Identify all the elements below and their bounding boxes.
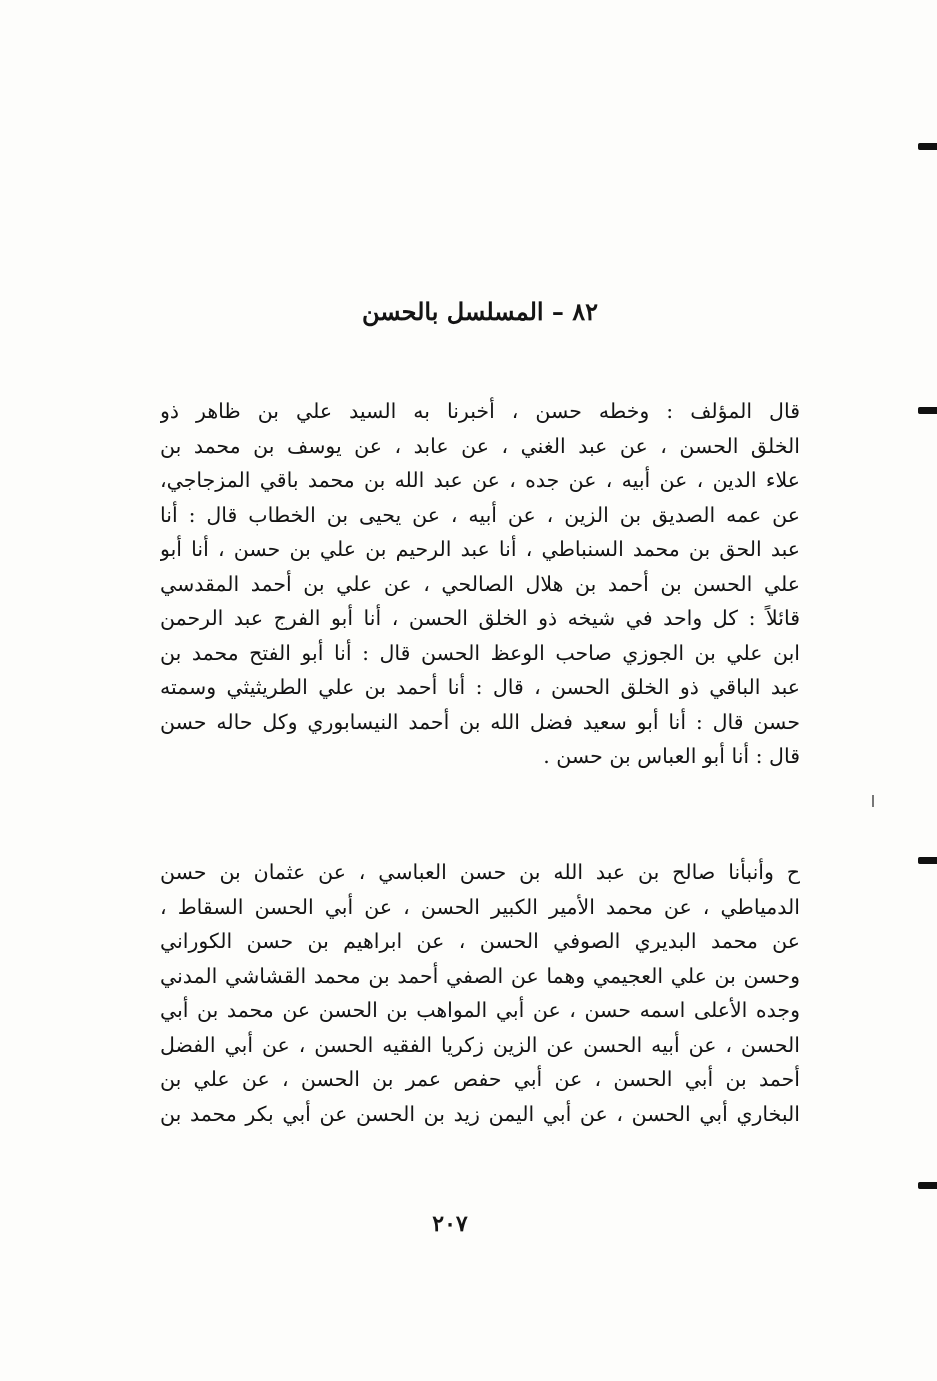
text-line: قال : أنا أبو العباس بن حسن . <box>543 744 800 768</box>
edge-mark <box>918 857 937 864</box>
text-line: علي الحسن بن أحمد بن هلال الصالحي ، عن علي بن أحمد المقدسي <box>160 571 800 596</box>
text-line: ابن علي بن الجوزي صاحب الوعظ الحسن قال : أنا أبو الفتح محمد بن <box>160 640 800 665</box>
text-line: ح وأنبأنا صالح بن عبد الله بن حسن العباسي ، عن عثمان بن حسن <box>160 860 800 884</box>
text-line: عبد الحق بن محمد السنباطي ، أنا عبد الرحيم بن علي بن حسن ، أنا أبو <box>160 537 800 561</box>
edge-mark <box>918 407 937 414</box>
text-line: وجده الأعلى اسمه حسن ، عن أبي المواهب بن الحسن عن محمد بن أبي <box>160 998 800 1022</box>
text-line: وحسن بن علي العجيمي وهما عن الصفي أحمد بن محمد القشاشي المدني <box>160 963 800 988</box>
page-number: ٢٠٧ <box>432 1211 468 1237</box>
text-line: الحسن ، عن أبيه الحسن عن الزين زكريا الفقيه الحسن ، عن أبي الفضل <box>160 1032 800 1057</box>
paragraph-2 <box>160 855 800 1131</box>
text-line: عن محمد البديري الصوفي الحسن ، عن ابراهيم بن حسن الكوراني <box>160 929 800 953</box>
text-line: قال المؤلف : وخطه حسن ، أخبرنا به السيد علي بن ظاهر ذو <box>160 399 800 423</box>
text-line: البخاري أبي الحسن ، عن أبي اليمن زيد بن الحسن عن أبي بكر محمد بن <box>160 1101 800 1126</box>
text-line: أحمد بن أبي الحسن ، عن أبي حفص عمر بن الحسن ، عن علي بن <box>160 1067 800 1091</box>
edge-mark <box>918 1182 937 1189</box>
text-line: عبد الباقي ذو الخلق الحسن ، قال : أنا أحمد بن علي الطريثيثي وسمته <box>160 675 800 699</box>
text-line: الخلق الحسن ، عن عبد الغني ، عن عابد ، عن يوسف بن محمد بن <box>160 433 800 458</box>
paragraph-1 <box>160 394 800 774</box>
text-line: الدمياطي ، عن محمد الأمير الكبير الحسن ، عن أبي الحسن السقاط ، <box>160 894 800 919</box>
text-line: عن عمه الصديق بن الزين ، عن أبيه ، عن يحيى بن الخطاب قال : أنا <box>160 502 800 527</box>
edge-mark <box>918 143 937 150</box>
text-line: قائلاً : كل واحد في شيخه ذو الخلق الحسن ، أنا أبو الفرج عبد الرحمن <box>160 606 800 630</box>
text-line: حسن قال : أنا أبو سعيد فضل الله بن أحمد النيسابوري وكل حاله حسن <box>160 709 800 734</box>
text-line: علاء الدين ، عن أبيه ، عن جده ، عن عبد الله بن محمد باقي المزجاجي، <box>160 468 800 492</box>
scan-speck <box>872 795 874 807</box>
section-title: ٨٢ – المسلسل بالحسن <box>361 297 599 326</box>
